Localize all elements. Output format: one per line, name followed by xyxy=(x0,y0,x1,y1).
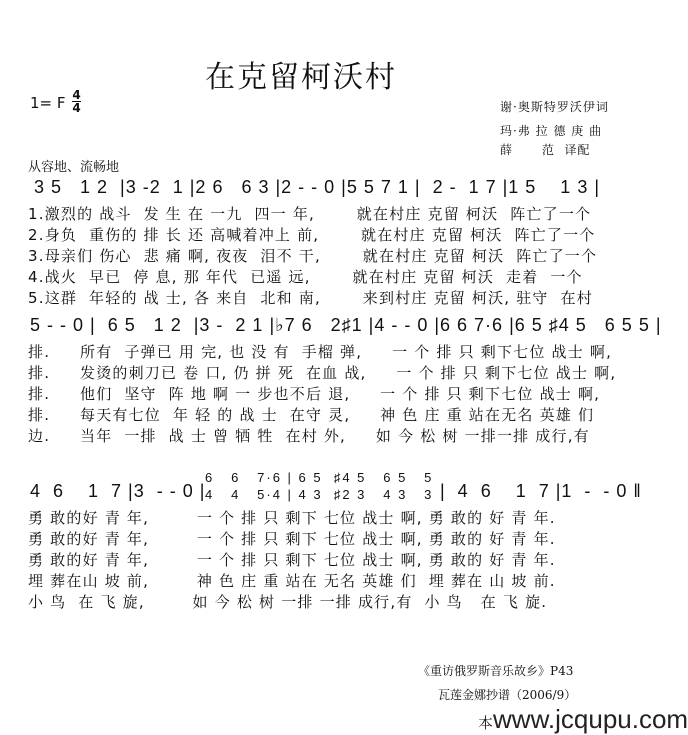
lyric-line: 勇 敢的好 青 年, 一 个 排 只 剩下 七位 战士 啊, 勇 敢的 好 青 年. xyxy=(28,530,556,548)
lyric-line: 4.战火 早已 停 息, 那 年代 已遥 远, 就在村庄 克留 柯沃 走着 一个 xyxy=(28,268,583,286)
time-signature-top: 4 xyxy=(72,88,81,102)
time-signature xyxy=(72,89,81,114)
notation-line-3-right: | 4 6 1 7 |1 - - 0 ‖ xyxy=(440,481,642,501)
lyric-line: 排. 所有 子弹已 用 完, 也 没 有 手榴 弹, 一 个 排 只 剩下七位 战士 啊, xyxy=(28,343,613,361)
lyric-line: 5.这群 年轻的 战 士, 各 来自 北和 南, 来到村庄 克留 柯沃, 驻守 在村 xyxy=(28,289,593,307)
time-signature-bottom: 4 xyxy=(72,101,81,115)
lyric-line: 边. 当年 一排 战 士 曾 牺 牲 在村 外, 如 今 松 树 一排一排 成行,有 xyxy=(28,427,590,445)
song-title: 在克留柯沃村 xyxy=(205,60,397,95)
lyric-line: 排. 他们 坚守 阵 地 啊 一 步也不后 退, 一 个 排 只 剩下七位 战士 啊, xyxy=(28,385,601,403)
copyist-note: 瓦莲金娜抄谱（2006/9） xyxy=(438,688,577,702)
lyric-line: 3.母亲们 伤心 悲 痛 啊, 夜夜 泪不 干, 就在村庄 克留 柯沃 阵亡了一个 xyxy=(28,247,598,265)
composer-credit: 玛·弗 拉 德 庚 曲 xyxy=(500,124,603,138)
notation-line-3-left: 4 6 1 7 |3 - - 0 | xyxy=(30,481,206,501)
lyric-line: 埋 葬在山 坡 前, 神 色 庄 重 站在 无名 英雄 们 埋 葬在 山 坡 前. xyxy=(28,572,556,590)
lyric-line: 排. 每天有七位 年 轻 的 战 士 在守 灵, 神 色 庄 重 站在无名 英雄 们 xyxy=(28,406,595,424)
lyric-line: 1.激烈的 战斗 发 生 在 一九 四一 年, 就在村庄 克留 柯沃 阵亡了一个 xyxy=(28,205,592,223)
lyric-line: 排. 发烫的刺刀已 卷 口, 仍 拼 死 在血 战, 一 个 排 只 剩下七位 战士 啊, xyxy=(28,364,617,382)
notation-line-2: 5 - - 0 | 6 5 1 2 |3 - 2 1 |♭7 6 2♯1 |4 - - 0 |6 6 7·6 |6 5 ♯4 5 6 5 5 | xyxy=(30,315,662,335)
lyric-line: 勇 敢的好 青 年, 一 个 排 只 剩下 七位 战士 啊, 勇 敢的 好 青 年. xyxy=(28,551,556,569)
source-note: 《重访俄罗斯音乐故乡》P43 xyxy=(418,664,574,678)
lyricist-credit: 谢·奥斯特罗沃伊词 xyxy=(500,100,609,114)
watermark-prefix: 本 xyxy=(478,715,494,732)
lyric-line: 小 鸟 在 飞 旋, 如 今 松 树 一排 一排 成行,有 小 鸟 在 飞 旋. xyxy=(28,593,548,611)
notation-lower-part: 4 4 5·4 | 4 3 ♯2 3 4 3 3 xyxy=(205,487,434,502)
watermark xyxy=(478,704,688,735)
notation-upper-part: 6 6 7·6 | 6 5 ♯4 5 6 5 5 xyxy=(205,470,434,485)
lyric-line: 勇 敢的好 青 年, 一 个 排 只 剩下 七位 战士 啊, 勇 敢的 好 青 年. xyxy=(28,509,556,527)
notation-line-1: 3 5 1 2 |3 -2 1 |2 6 6 3 |2 - - 0 |5 5 7 1 | 2 - 1 7 |1 5 1 3 | xyxy=(34,177,601,197)
watermark-url: www.jcqupu.com xyxy=(493,704,688,734)
key-signature: 1= F xyxy=(30,94,66,112)
translator-credit: 薛 范 译配 xyxy=(500,143,591,157)
tempo-marking: 从容地、流畅地 xyxy=(28,160,120,175)
lyric-line: 2.身负 重伤的 排 长 还 高喊着冲上 前, 就在村庄 克留 柯沃 阵亡了一个 xyxy=(28,226,596,244)
